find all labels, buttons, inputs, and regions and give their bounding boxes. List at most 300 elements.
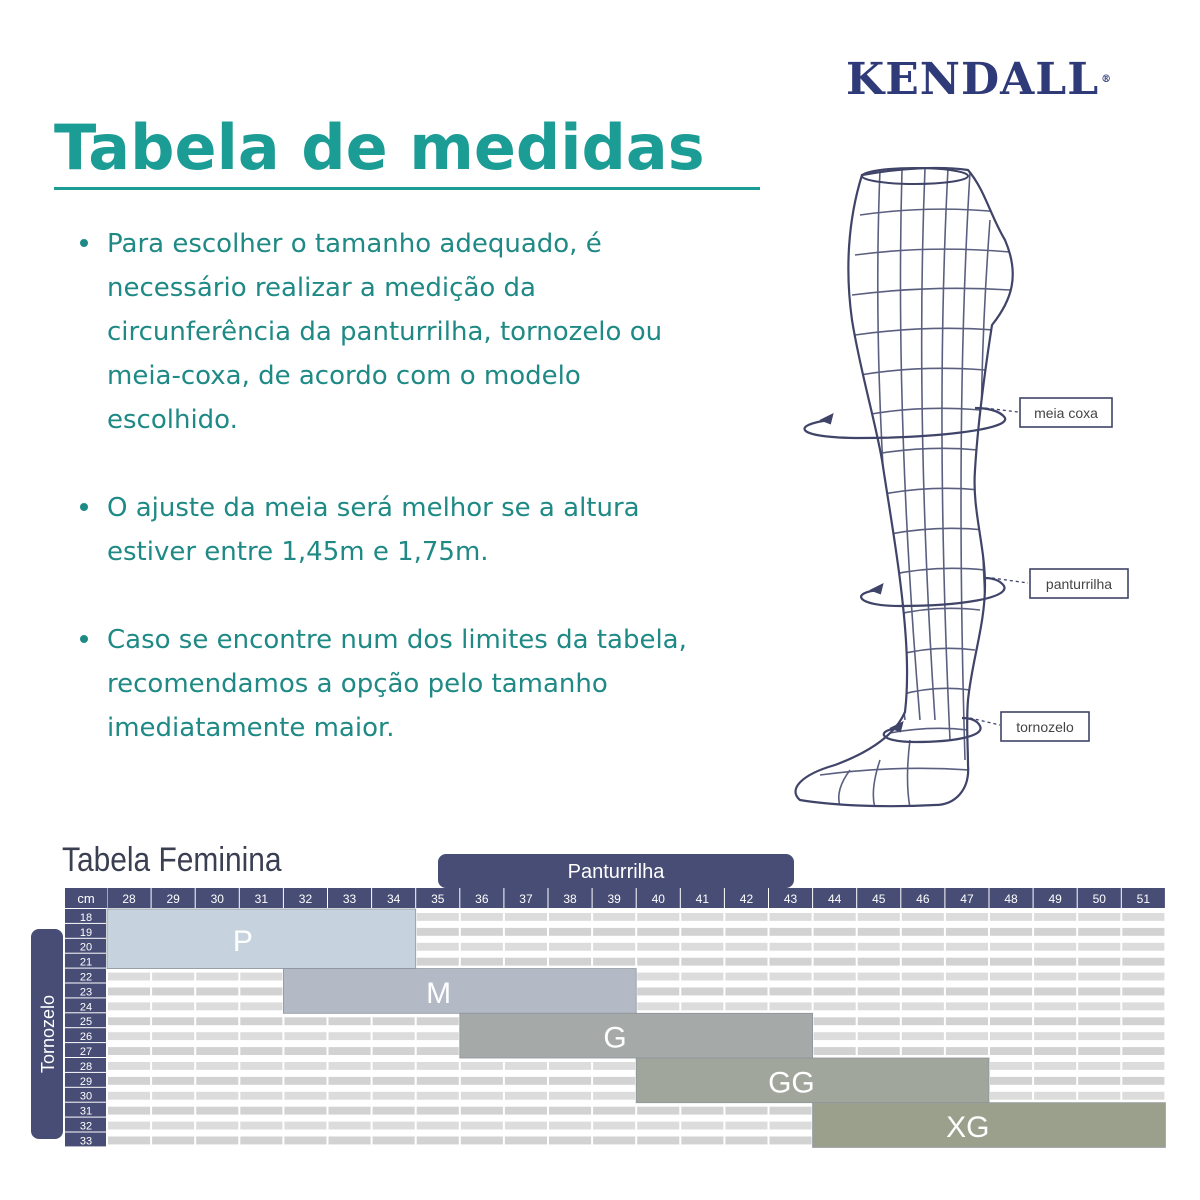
- grid-cell: [329, 1137, 371, 1145]
- row-header-label: 33: [79, 1135, 93, 1148]
- grid-cell: [990, 1017, 1032, 1025]
- grid-cell: [417, 1092, 459, 1100]
- grid-cell: [1078, 1062, 1120, 1070]
- grid-cell: [240, 1092, 282, 1100]
- grid-cell: [284, 1047, 326, 1055]
- grid-cell: [902, 1002, 944, 1010]
- grid-cell: [681, 988, 723, 996]
- grid-cell: [1034, 913, 1076, 921]
- grid-cell: [858, 943, 900, 951]
- column-header-label: 41: [695, 892, 710, 906]
- unit-label: cm: [77, 891, 95, 906]
- grid-cell: [152, 1047, 194, 1055]
- grid-cell: [196, 973, 238, 981]
- grid-cell: [240, 1077, 282, 1085]
- grid-cell: [505, 1122, 547, 1130]
- table-title: Tabela Feminina: [62, 841, 282, 879]
- grid-cell: [770, 988, 812, 996]
- grid-cell: [593, 1062, 635, 1070]
- grid-cell: [814, 1017, 856, 1025]
- grid-cell: [770, 1137, 812, 1145]
- size-label-xg: XG: [946, 1111, 990, 1145]
- grid-cell: [417, 1062, 459, 1070]
- grid-cell: [1122, 1032, 1164, 1040]
- row-header-label: 32: [79, 1120, 93, 1133]
- grid-cell: [152, 988, 194, 996]
- column-header-label: 31: [254, 892, 269, 906]
- grid-cell: [814, 1032, 856, 1040]
- grid-cell: [990, 973, 1032, 981]
- grid-cell: [593, 928, 635, 936]
- leg-diagram: [780, 160, 1160, 820]
- grid-cell: [417, 1122, 459, 1130]
- grid-cell: [284, 1032, 326, 1040]
- grid-cell: [152, 1107, 194, 1115]
- grid-cell: [990, 1032, 1032, 1040]
- size-label-m: M: [426, 976, 452, 1010]
- grid-cell: [946, 1047, 988, 1055]
- grid-cell: [990, 1077, 1032, 1085]
- grid-cell: [814, 1002, 856, 1010]
- grid-cell: [990, 943, 1032, 951]
- row-header-label: 20: [79, 941, 93, 954]
- grid-cell: [1034, 973, 1076, 981]
- grid-cell: [1078, 1017, 1120, 1025]
- grid-cell: [1078, 928, 1120, 936]
- grid-cell: [417, 958, 459, 966]
- grid-cell: [373, 1017, 415, 1025]
- grid-cell: [946, 913, 988, 921]
- column-header-label: 32: [298, 892, 313, 906]
- grid-cell: [549, 913, 591, 921]
- grid-cell: [858, 1032, 900, 1040]
- grid-cell: [593, 1137, 635, 1145]
- grid-cell: [196, 1077, 238, 1085]
- grid-cell: [417, 1032, 459, 1040]
- grid-cell: [284, 1077, 326, 1085]
- column-header-label: 47: [960, 892, 974, 906]
- grid-cell: [637, 1107, 679, 1115]
- grid-cell: [329, 1032, 371, 1040]
- grid-cell: [549, 1107, 591, 1115]
- size-block-m: [283, 969, 636, 1014]
- grid-cell: [681, 913, 723, 921]
- row-header-label: 27: [79, 1046, 93, 1058]
- size-block-g: [460, 1013, 813, 1058]
- grid-cell: [461, 913, 503, 921]
- grid-cell: [770, 958, 812, 966]
- grid-cell: [902, 1032, 944, 1040]
- grid-cell: [152, 1092, 194, 1100]
- grid-cell: [681, 958, 723, 966]
- row-header-label: 26: [79, 1031, 93, 1044]
- grid-cell: [284, 1107, 326, 1115]
- grid-cell: [1078, 958, 1120, 966]
- grid-cell: [814, 943, 856, 951]
- column-header-label: 44: [827, 892, 842, 906]
- grid-cell: [461, 1107, 503, 1115]
- grid-cell: [240, 1062, 282, 1070]
- grid-cell: [240, 1122, 282, 1130]
- grid-cell: [1078, 913, 1120, 921]
- grid-cell: [681, 928, 723, 936]
- grid-cell: [196, 1107, 238, 1115]
- row-header-label: 23: [79, 986, 93, 999]
- grid-cell: [461, 1062, 503, 1070]
- bullet-text: Caso se encontre num dos limites da tabela, recomendamos a opção pelo tamanho imediatamente maior.: [107, 625, 687, 743]
- grid-cell: [946, 943, 988, 951]
- grid-cell: [196, 1047, 238, 1055]
- row-header-label: 29: [79, 1075, 93, 1088]
- grid-cell: [549, 1137, 591, 1145]
- grid-cell: [373, 1077, 415, 1085]
- registered-mark: ®: [1101, 74, 1113, 85]
- grid-cell: [990, 928, 1032, 936]
- grid-cell: [637, 988, 679, 996]
- grid-cell: [946, 973, 988, 981]
- grid-cell: [1034, 988, 1076, 996]
- grid-cell: [814, 973, 856, 981]
- grid-cell: [725, 943, 767, 951]
- grid-cell: [240, 988, 282, 996]
- grid-cell: [990, 1047, 1032, 1055]
- grid-cell: [1034, 1017, 1076, 1025]
- grid-cell: [152, 973, 194, 981]
- grid-cell: [637, 928, 679, 936]
- grid-cell: [108, 1017, 150, 1025]
- grid-cell: [1122, 988, 1164, 996]
- grid-cell: [373, 1107, 415, 1115]
- grid-cell: [1122, 943, 1164, 951]
- grid-cell: [152, 1002, 194, 1010]
- grid-cell: [108, 1092, 150, 1100]
- grid-cell: [461, 928, 503, 936]
- grid-cell: [417, 1107, 459, 1115]
- column-header-label: 37: [519, 892, 533, 906]
- grid-cell: [770, 928, 812, 936]
- grid-cell: [505, 913, 547, 921]
- grid-cell: [108, 1122, 150, 1130]
- size-grid: [31, 854, 1165, 1147]
- grid-cell: [1078, 1002, 1120, 1010]
- column-header-label: 33: [342, 892, 357, 906]
- grid-cell: [902, 988, 944, 996]
- grid-cell: [725, 1002, 767, 1010]
- grid-cell: [284, 1122, 326, 1130]
- grid-cell: [725, 1107, 767, 1115]
- bullet-icon: [80, 635, 88, 643]
- grid-cell: [902, 973, 944, 981]
- row-header-label: 18: [79, 911, 93, 924]
- grid-cell: [152, 1062, 194, 1070]
- grid-cell: [461, 1092, 503, 1100]
- bullet-text: O ajuste da meia será melhor se a altura estiver entre 1,45m e 1,75m.: [107, 493, 640, 567]
- column-header-label: 30: [210, 892, 224, 906]
- grid-cell: [770, 1107, 812, 1115]
- grid-cell: [1078, 1077, 1120, 1085]
- grid-cell: [1122, 1062, 1164, 1070]
- grid-cell: [417, 1077, 459, 1085]
- grid-cell: [549, 943, 591, 951]
- column-header-label: 39: [607, 892, 621, 906]
- meia-coxa-label: meia coxa: [1034, 405, 1098, 421]
- grid-cell: [593, 943, 635, 951]
- grid-cell: [329, 1077, 371, 1085]
- grid-cell: [725, 973, 767, 981]
- grid-cell: [505, 928, 547, 936]
- grid-cell: [108, 1107, 150, 1115]
- grid-cell: [858, 1017, 900, 1025]
- grid-cell: [990, 1062, 1032, 1070]
- grid-cell: [1034, 1062, 1076, 1070]
- grid-cell: [946, 928, 988, 936]
- grid-cell: [770, 1002, 812, 1010]
- grid-cell: [240, 1002, 282, 1010]
- grid-cell: [1034, 943, 1076, 951]
- grid-cell: [152, 1122, 194, 1130]
- grid-cell: [681, 1107, 723, 1115]
- grid-cell: [240, 1017, 282, 1025]
- grid-cell: [858, 1002, 900, 1010]
- grid-cell: [593, 1122, 635, 1130]
- grid-cell: [725, 988, 767, 996]
- grid-cell: [990, 958, 1032, 966]
- size-chart: [0, 840, 1200, 1170]
- column-header-label: 50: [1092, 892, 1106, 906]
- size-block-p: [107, 909, 416, 969]
- grid-cell: [461, 1077, 503, 1085]
- grid-cell: [1034, 1092, 1076, 1100]
- grid-cell: [637, 913, 679, 921]
- grid-cell: [549, 1092, 591, 1100]
- grid-cell: [505, 1137, 547, 1145]
- row-header-label: 21: [79, 956, 93, 969]
- grid-cell: [240, 1107, 282, 1115]
- grid-cell: [725, 1122, 767, 1130]
- column-header-label: 36: [475, 892, 489, 906]
- grid-cell: [329, 1107, 371, 1115]
- grid-cell: [240, 1137, 282, 1145]
- grid-cell: [329, 1122, 371, 1130]
- tornozelo-header-label: Tornozelo: [38, 994, 58, 1074]
- grid-cell: [858, 958, 900, 966]
- grid-cell: [108, 973, 150, 981]
- grid-cell: [240, 973, 282, 981]
- grid-cell: [990, 913, 1032, 921]
- bullet-icon: [80, 239, 88, 247]
- grid-cell: [681, 943, 723, 951]
- grid-cell: [1122, 973, 1164, 981]
- grid-cell: [196, 1002, 238, 1010]
- grid-cell: [946, 1017, 988, 1025]
- grid-cell: [108, 1062, 150, 1070]
- grid-cell: [1078, 1032, 1120, 1040]
- grid-cell: [858, 913, 900, 921]
- grid-cell: [417, 1047, 459, 1055]
- grid-cell: [240, 1047, 282, 1055]
- grid-cell: [946, 1032, 988, 1040]
- grid-cell: [284, 1062, 326, 1070]
- grid-cell: [505, 958, 547, 966]
- grid-cell: [196, 1092, 238, 1100]
- grid-cell: [1122, 1077, 1164, 1085]
- grid-cell: [549, 958, 591, 966]
- grid-cell: [1078, 973, 1120, 981]
- grid-cell: [505, 1092, 547, 1100]
- grid-cell: [593, 1077, 635, 1085]
- grid-cell: [814, 1047, 856, 1055]
- grid-cell: [1078, 1092, 1120, 1100]
- grid-cell: [770, 913, 812, 921]
- grid-cell: [1034, 1047, 1076, 1055]
- grid-cell: [814, 913, 856, 921]
- grid-cell: [505, 1077, 547, 1085]
- grid-cell: [593, 1107, 635, 1115]
- grid-cell: [461, 958, 503, 966]
- size-label-gg: GG: [768, 1066, 815, 1100]
- grid-cell: [505, 943, 547, 951]
- grid-cell: [681, 1002, 723, 1010]
- grid-cell: [770, 1122, 812, 1130]
- size-label-p: P: [232, 924, 253, 958]
- bullet-icon: [80, 503, 88, 511]
- grid-cell: [1122, 1092, 1164, 1100]
- grid-cell: [196, 988, 238, 996]
- grid-cell: [373, 1137, 415, 1145]
- tornozelo-label: tornozelo: [1016, 719, 1074, 735]
- grid-cell: [417, 928, 459, 936]
- grid-cell: [108, 988, 150, 996]
- grid-cell: [637, 943, 679, 951]
- grid-cell: [814, 928, 856, 936]
- grid-cell: [1034, 958, 1076, 966]
- grid-cell: [196, 1122, 238, 1130]
- column-header-label: 40: [651, 892, 665, 906]
- grid-cell: [681, 1122, 723, 1130]
- size-label-g: G: [603, 1021, 627, 1055]
- grid-cell: [196, 1062, 238, 1070]
- grid-cell: [725, 958, 767, 966]
- grid-cell: [1078, 988, 1120, 996]
- grid-cell: [681, 973, 723, 981]
- grid-cell: [108, 1137, 150, 1145]
- grid-cell: [770, 973, 812, 981]
- grid-cell: [990, 1092, 1032, 1100]
- grid-cell: [417, 1017, 459, 1025]
- grid-cell: [1122, 1017, 1164, 1025]
- grid-cell: [1034, 1077, 1076, 1085]
- grid-cell: [946, 958, 988, 966]
- column-header-label: 43: [783, 892, 798, 906]
- grid-cell: [329, 1092, 371, 1100]
- column-header-label: 28: [122, 892, 136, 906]
- column-header-label: 42: [739, 892, 754, 906]
- grid-cell: [725, 1137, 767, 1145]
- column-header-label: 38: [563, 892, 577, 906]
- row-header-label: 19: [79, 926, 93, 939]
- grid-cell: [946, 988, 988, 996]
- grid-cell: [196, 1137, 238, 1145]
- grid-cell: [1034, 1032, 1076, 1040]
- grid-cell: [902, 1047, 944, 1055]
- grid-cell: [681, 1137, 723, 1145]
- list-item: [78, 618, 698, 750]
- grid-cell: [108, 1077, 150, 1085]
- grid-cell: [725, 928, 767, 936]
- row-header-label: 25: [79, 1016, 93, 1029]
- grid-cell: [329, 1017, 371, 1025]
- grid-cell: [108, 1047, 150, 1055]
- grid-cell: [373, 1092, 415, 1100]
- grid-cell: [373, 1122, 415, 1130]
- grid-cell: [946, 1002, 988, 1010]
- grid-cell: [1034, 1002, 1076, 1010]
- column-header-label: 49: [1048, 892, 1062, 906]
- column-header-label: 45: [872, 892, 886, 906]
- grid-cell: [373, 1032, 415, 1040]
- grid-cell: [329, 1047, 371, 1055]
- column-header-label: 51: [1136, 892, 1151, 906]
- grid-cell: [1122, 1047, 1164, 1055]
- grid-cell: [152, 1077, 194, 1085]
- grid-cell: [108, 1002, 150, 1010]
- grid-cell: [417, 943, 459, 951]
- grid-cell: [505, 1107, 547, 1115]
- row-header-label: 24: [79, 1001, 93, 1014]
- grid-cell: [284, 1137, 326, 1145]
- grid-cell: [770, 943, 812, 951]
- grid-cell: [902, 958, 944, 966]
- measure-calf-ring: [861, 578, 1004, 606]
- grid-cell: [329, 1062, 371, 1070]
- column-header-label: 34: [386, 892, 401, 906]
- grid-cell: [417, 913, 459, 921]
- grid-cell: [196, 1017, 238, 1025]
- grid-cell: [461, 1137, 503, 1145]
- grid-cell: [284, 1017, 326, 1025]
- grid-cell: [152, 1017, 194, 1025]
- grid-cell: [505, 1062, 547, 1070]
- grid-cell: [637, 1137, 679, 1145]
- grid-cell: [858, 973, 900, 981]
- column-header-label: 35: [431, 892, 445, 906]
- grid-cell: [990, 988, 1032, 996]
- title-underline: [54, 187, 760, 190]
- grid-cell: [858, 988, 900, 996]
- grid-cell: [814, 958, 856, 966]
- grid-cell: [637, 958, 679, 966]
- grid-cell: [1078, 1047, 1120, 1055]
- panturrilha-header-label: Panturrilha: [567, 861, 665, 883]
- grid-cell: [461, 1122, 503, 1130]
- measure-thigh-ring: [805, 408, 1006, 438]
- row-header-label: 30: [79, 1090, 93, 1103]
- grid-cell: [902, 943, 944, 951]
- grid-cell: [1078, 943, 1120, 951]
- kendall-logo: [846, 54, 1113, 105]
- grid-cell: [593, 1092, 635, 1100]
- grid-cell: [637, 1122, 679, 1130]
- bullet-text: Para escolher o tamanho adequado, é necessário realizar a medição da circunferência da panturrilha, tornozelo ou meia-coxa, de acordo com o modelo escolhido.: [107, 229, 663, 435]
- grid-cell: [637, 973, 679, 981]
- grid-cell: [240, 1032, 282, 1040]
- grid-cell: [990, 1002, 1032, 1010]
- grid-cell: [814, 988, 856, 996]
- instructions-list: [78, 222, 698, 794]
- brand-name: KENDALL: [846, 54, 1100, 105]
- grid-cell: [373, 1062, 415, 1070]
- grid-cell: [902, 928, 944, 936]
